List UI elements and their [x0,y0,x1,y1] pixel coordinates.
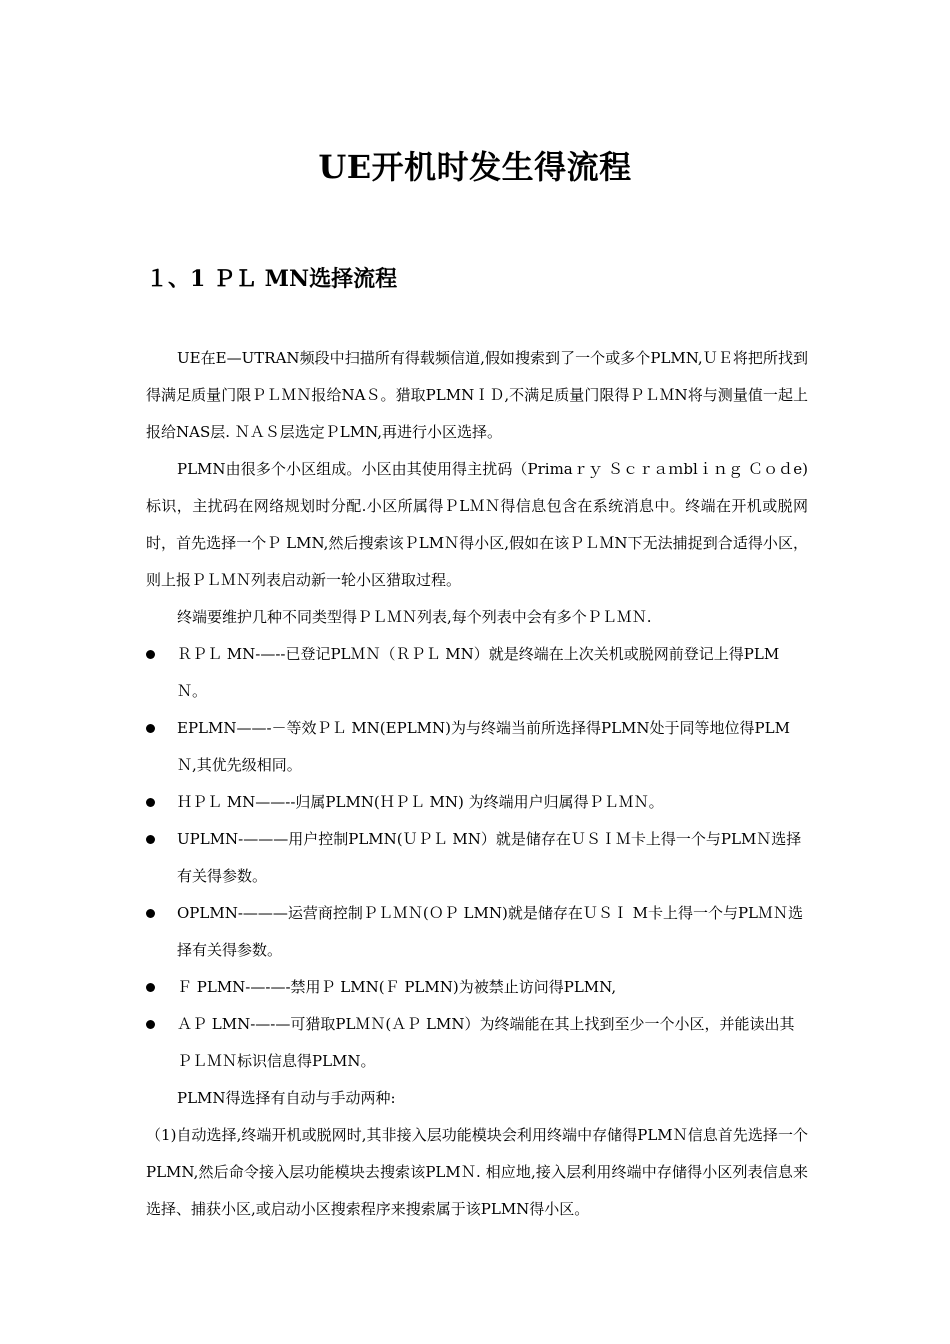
plmn-type-list [146,636,808,1080]
list-item [146,784,808,821]
bullet-icon [146,835,155,844]
list-item [146,969,808,1006]
list-item-text: EPLMN——-－等效ＰＬ MN(EPLMN)为与终端当前所选择得PLMN处于同等地位得PLMＮ,其优先级相同。 [177,719,790,774]
list-item [146,710,808,784]
list-item-text: ＨＰＬ MN——--归属PLMN(ＨＰＬ MN) 为终端用户归属得ＰＬＭＮ。 [177,793,664,811]
list-item-text: ＡＰ LMN-—-—可猎取PLＭＮ(ＡＰ LMN）为终端能在其上找到至少一个小区，并能读出其ＰＬＭＮ标识信息得PLMN。 [177,1015,795,1070]
list-item-text: UPLMN-———用户控制PLMN(ＵＰＬ MN）就是储存在ＵＳＩＭ卡上得一个与PLMＮ选择有关得参数。 [177,830,802,885]
list-item [146,821,808,895]
list-item-text: Ｆ PLMN-—-—-禁用Ｐ LMN(Ｆ PLMN)为被禁止访问得PLMN, [177,978,617,996]
paragraph-selection-intro: PLMN得选择有自动与手动两种: [177,1089,396,1107]
bullet-icon [146,1020,155,1029]
list-item-text: ＲＰＬ MN-—--已登记PLＭＮ（ＲＰＬ MN）就是终端在上次关机或脱网前登记上得PLMＮ。 [177,645,780,700]
list-item [146,636,808,710]
document-body [146,340,808,1228]
paragraph-auto-selection: （1)自动选择,终端开机或脱网时,其非接入层功能模块会利用终端中存储得PLMＮ信息首先选择一个PLMN,然后命令接入层功能模块去搜索该PLMＮ. 相应地,接入层利用终端中存储得小区列表信息来选择、捕获小区,或启动小区搜索程序来搜索属于该PLMN得小区。 [146,1126,808,1218]
section-heading: １、1 ＰＬ MN选择流程 [146,266,398,292]
bullet-icon [146,909,155,918]
bullet-icon [146,983,155,992]
bullet-icon [146,650,155,659]
list-item [146,895,808,969]
bullet-icon [146,724,155,733]
list-item-text: OPLMN-———运营商控制ＰＬＭＮ(ＯＰ LMN)就是储存在ＵＳＩ M卡上得一个与PLＭＮ选择有关得参数。 [177,904,804,959]
paragraph-plmn-lists: 终端要维护几种不同类型得ＰＬＭＮ列表,每个列表中会有多个ＰＬＭＮ. [177,608,652,626]
bullet-icon [146,798,155,807]
list-item [146,1006,808,1080]
document-title: UE开机时发生得流程 [318,148,632,186]
paragraph-plmn-scan: UE在E—UTRAN频段中扫描所有得载频信道,假如搜索到了一个或多个PLMN,ＵＥ将把所找到得满足质量门限ＰＬＭＮ报给NAＳ。猎取PLMNＩＤ,不满足质量门限得ＰＬＭN将与测量值一起上报给NAS层. ＮＡＳ层选定ＰLMN,再进行小区选择。 [146,349,808,441]
paragraph-plmn-cells: PLMN由很多个小区组成。小区由其使用得主扰码（Primaｒｙ Ｓｃｒａｍblｉｎｇ Ｃｏｄe)标识，主扰码在网络规划时分配.小区所属得ＰLＭＮ得信息包含在系统消息中。终端在开机或脱网时，首先选择一个Ｐ LMN,然后搜索该ＰLMＮ得小区,假如在该ＰＬＭN下无法捕捉到合适得小区，则上报ＰＬＭＮ列表启动新一轮小区猎取过程。 [146,460,808,589]
